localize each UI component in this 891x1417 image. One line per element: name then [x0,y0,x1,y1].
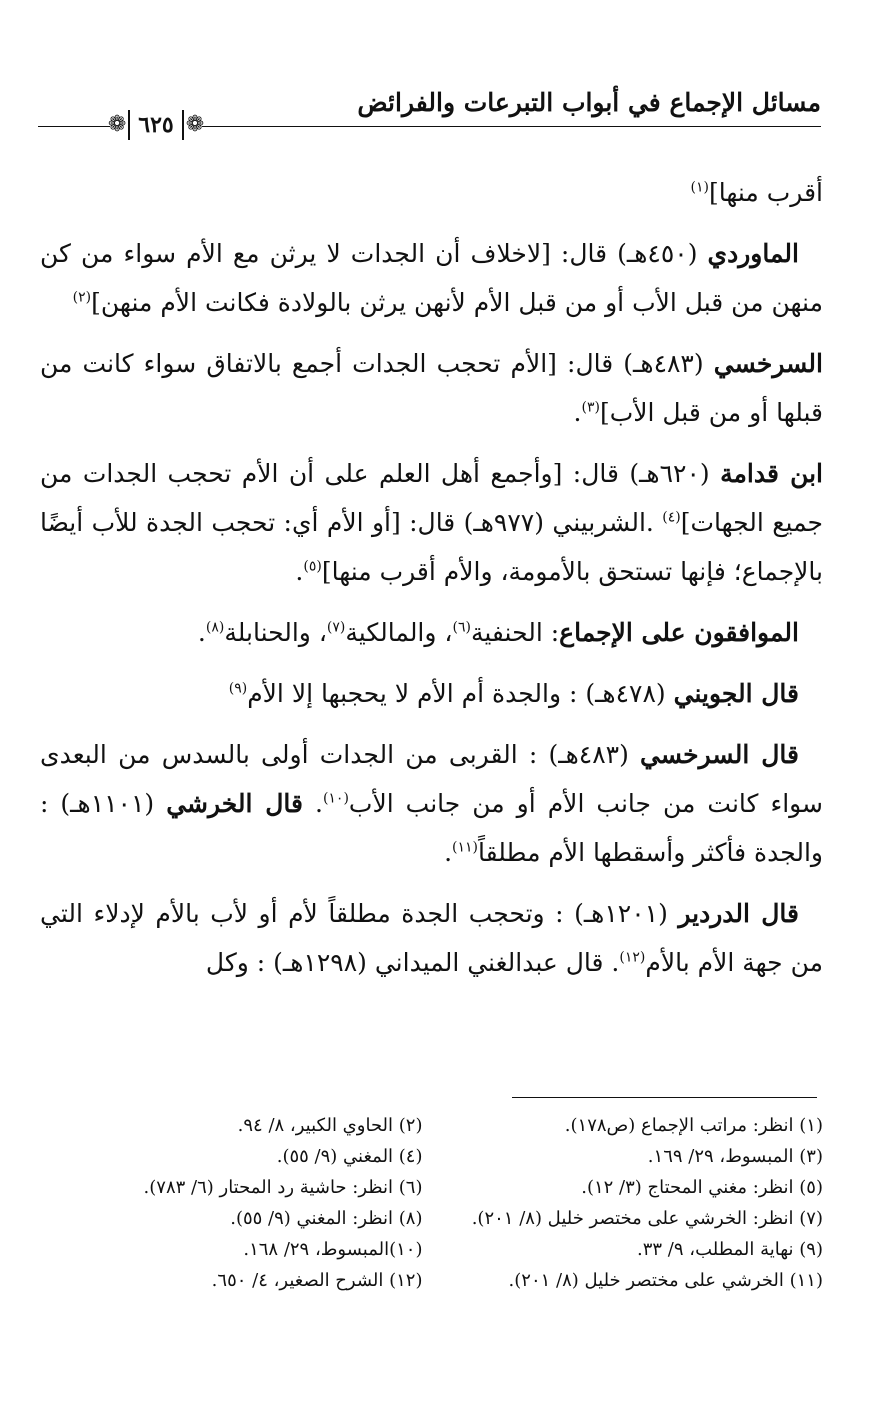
footnote-rule [512,1097,817,1098]
ornament-icon: ❁ [185,112,205,137]
footnote: (٤) المغني (٩/ ٥٥). [276,1146,423,1167]
footnote: (٢) الحاوي الكبير، ٨/ ٩٤. [237,1115,423,1136]
footnote-list [40,1110,823,1296]
page-header [38,88,821,138]
paragraph: قال الدردير (١٢٠١هـ) : وتحجب الجدة مطلقاً لأم أو لأب بالأم لإدلاء التي من جهة الأم بالأم$^{(١٢)}$. قال عبدالغني الميداني (١٢٩٨هـ) : وكل [40,899,823,977]
footnotes [40,1110,823,1296]
page-number: ٦٢٥ [128,110,183,140]
paragraph: أقرب منها]$^{(١)}$ [690,178,823,207]
footnote: (٣) المبسوط، ٢٩/ ١٦٩. [647,1146,823,1167]
main-text [40,168,823,999]
paragraph: قال السرخسي (٤٨٣هـ) : القربى من الجدات أولى بالسدس من البعدى سواء كانت من جانب الأم أو من جانب الأب$^{(١٠)}$. قال الخرشي (١١٠١هـ) : والجدة فأكثر وأسقطها الأم مطلقاً$^{(١١)}$. [40,740,824,867]
footnote-ref: (٥) [303,558,322,575]
footnote-ref: (٦) [452,619,471,636]
section-label: قال الخرشي [166,789,303,818]
section-label: الموافقون على الإجماع [559,618,799,647]
footnote: (١٢) الشرح الصغير، ٤/ ٦٥٠. [211,1270,423,1291]
paragraph: السرخسي (٤٨٣هـ) قال: [الأم تحجب الجدات أجمع بالاتفاق سواء كانت من قبلها أو من قبل الأب]$^{(٣)}$. [40,349,823,427]
footnote: (٦) انظر: حاشية رد المحتار (٦/ ٧٨٣). [143,1177,423,1198]
footnote-ref: (٤) [662,509,681,526]
footnote-ref: (٨) [205,619,225,636]
footnote-ref: (٧) [326,619,346,636]
footnote: (٧) انظر: الخرشي على مختصر خليل (٨/ ٢٠١). [471,1208,823,1229]
footnote: (٩) نهاية المطلب، ٩/ ٣٣. [637,1239,823,1260]
footnote-ref: (٣) [581,399,600,416]
footnote-ref: (١٢) [619,949,646,966]
section-label: قال الدردير [678,899,799,928]
footnote: (١٠)المبسوط، ٢٩/ ١٦٨. [243,1239,423,1260]
paragraph: الموافقون على الإجماع: الحنفية$^{(٦)}$، والمالكية$^{(٧)}$، والحنابلة$^{(٨)}$. [197,618,799,647]
footnote: (٥) انظر: مغني المحتاج (٣/ ١٢). [581,1177,823,1198]
paragraph: ابن قدامة (٦٢٠هـ) قال: [وأجمع أهل العلم على أن الأم تحجب الجدات من جميع الجهات]$^{(٤)}$ .الشربيني (٩٧٧هـ) قال: [أو الأم أي: تحجب الجدة للأب أيضًا بالإجماع؛ فإنها تستحق بالأمومة، والأم أقرب منها]$^{(٥)}$. [40,459,824,586]
footnote-ref: (١٠) [322,790,349,807]
footnote-ref: (٢) [72,289,92,306]
scholar-name: الماوردي [707,239,799,268]
section-label: قال الجويني [673,679,799,708]
footnote-ref: (٩) [228,680,248,697]
footnote-ref: (١) [690,179,709,196]
section-label: قال السرخسي [640,740,799,769]
paragraph: الماوردي (٤٥٠هـ) قال: [لاخلاف أن الجدات لا يرثن مع الأم سواء من كن منهن من قبل الأب أو من قبل الأم لأنهن يرثن بالولادة فكانت الأم منهن]$^{(٢)}$ [40,239,823,317]
footnote: (١) انظر: مراتب الإجماع (ص١٧٨). [564,1115,823,1136]
footnote: (٨) انظر: المغني (٩/ ٥٥). [230,1208,423,1229]
ornament-icon: ❁ [107,112,127,137]
scholar-name: السرخسي [713,349,823,378]
paragraph: قال الجويني (٤٧٨هـ) : والجدة أم الأم لا يحجبها إلا الأم$^{(٩)}$ [228,679,799,708]
running-title: مسائل الإجماع في أبواب التبرعات والفرائض [357,88,821,117]
footnote-ref: (١١) [452,839,479,856]
page-number-frame [107,105,205,145]
footnote: (١١) الخرشي على مختصر خليل (٨/ ٢٠١). [508,1270,823,1291]
scholar-name: ابن قدامة [720,459,824,488]
